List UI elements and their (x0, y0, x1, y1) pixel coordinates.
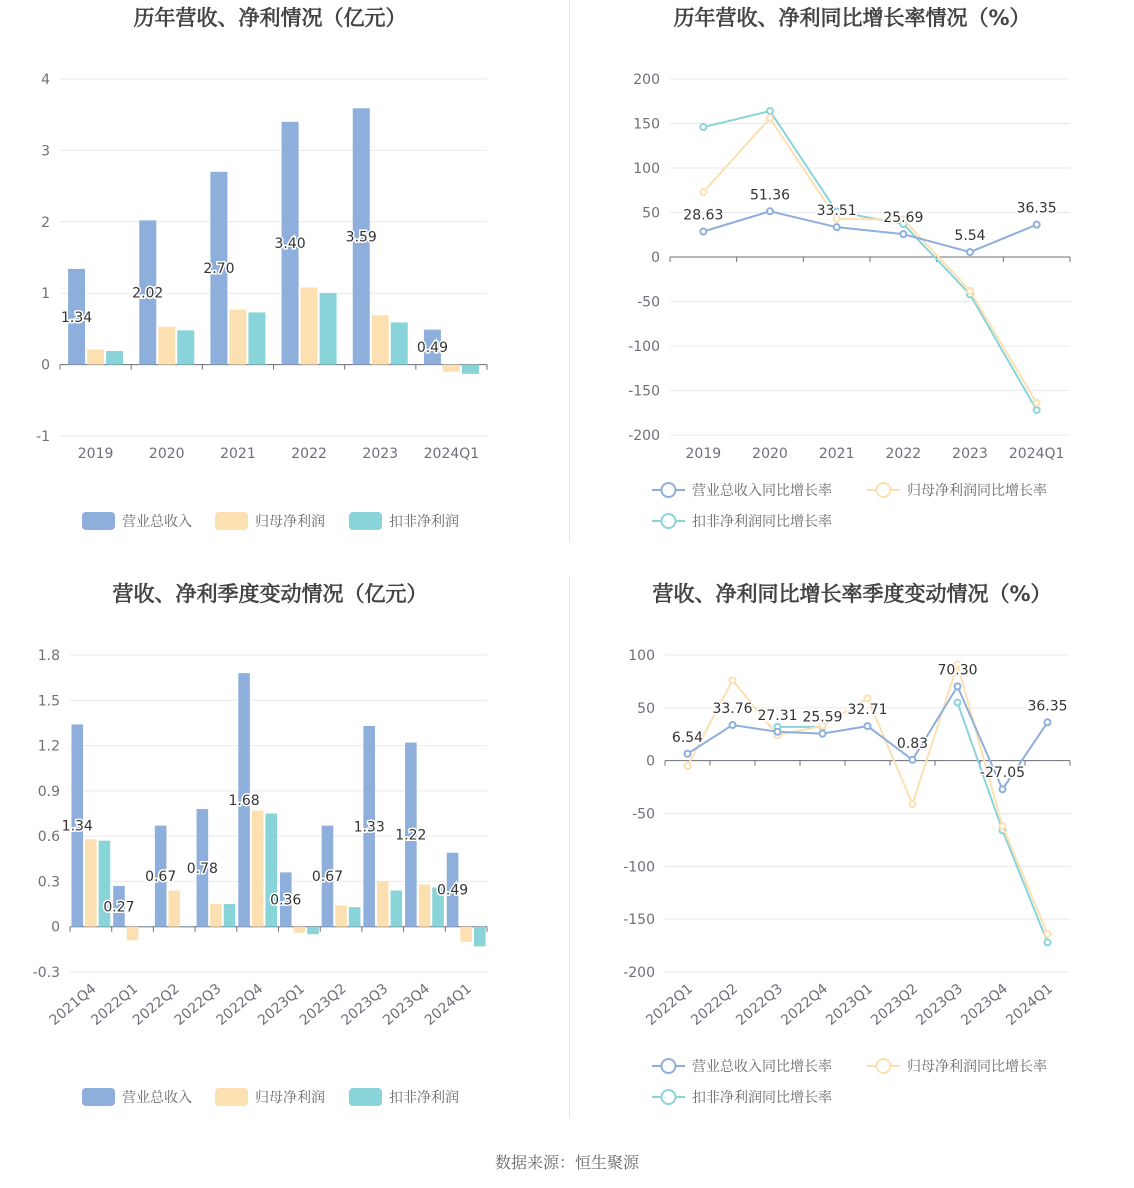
annual-growth-rate-chart (567, 0, 1134, 576)
y-tick-label: -0.3 (32, 965, 60, 981)
bar (443, 365, 460, 372)
data-label: 33.76 (712, 700, 753, 717)
legend-swatch (215, 512, 248, 530)
x-tick-label: 2023 (362, 446, 399, 462)
y-tick-label: 0 (651, 250, 660, 266)
bar (177, 330, 194, 364)
line-point (955, 700, 961, 706)
y-tick-label: -150 (628, 383, 660, 400)
y-tick-label: -200 (628, 428, 660, 444)
data-label: 1.34 (60, 309, 93, 326)
x-tick-label: 2020 (148, 446, 185, 462)
divider-bottom (569, 576, 570, 1118)
y-tick-label: 3 (41, 143, 50, 160)
line-point (1045, 931, 1051, 937)
bar (85, 839, 97, 927)
line-point (700, 229, 706, 235)
x-tick-label: 2023Q1 (255, 980, 308, 1029)
line-point (1045, 719, 1051, 725)
data-source: 数据来源：恒生聚源 (494, 1153, 639, 1172)
line-point (730, 677, 736, 683)
x-tick-label: 2022Q2 (129, 980, 183, 1029)
quarterly-revenue-profit-chart (0, 576, 567, 1152)
x-tick-label: 2020 (752, 446, 788, 462)
y-tick-label: 100 (628, 648, 655, 664)
data-label: 1.22 (395, 827, 427, 844)
x-tick-label: 2022Q4 (213, 980, 267, 1029)
x-tick-label: 2023Q1 (823, 980, 877, 1029)
line-point (900, 231, 906, 237)
legend-label: 归母净利润 (255, 1090, 325, 1106)
x-tick-label: 2023Q2 (296, 980, 350, 1029)
bar (474, 927, 486, 947)
legend-marker (662, 483, 676, 497)
legend-marker (662, 514, 676, 528)
y-tick-label: 1.5 (37, 693, 60, 710)
y-tick-label: 1.8 (37, 648, 60, 664)
y-tick-label: 1 (41, 286, 50, 303)
legend-label: 归母净利润同比增长率 (907, 483, 1047, 499)
legend-label: 扣非净利润 (389, 514, 459, 530)
data-label: 0.49 (436, 882, 469, 899)
data-label: 51.36 (749, 187, 791, 204)
legend-swatch (349, 1088, 382, 1106)
chart-title: 历年营收、净利情况（亿元） (133, 6, 407, 30)
legend-label: 归母净利润同比增长率 (907, 1059, 1047, 1075)
line-point (967, 249, 973, 255)
bar (87, 350, 104, 365)
x-tick-label: 2022 (885, 446, 922, 462)
data-label: 6.54 (671, 729, 704, 746)
line-point (775, 729, 781, 735)
x-tick-label: 2022Q1 (643, 980, 697, 1029)
legend-label: 扣非净利润同比增长率 (692, 514, 832, 530)
legend-swatch (82, 512, 115, 530)
y-tick-label: 0.6 (37, 829, 60, 846)
x-tick-label: 2021 (818, 446, 855, 462)
data-label: 0.78 (186, 860, 218, 877)
line-point (955, 683, 961, 689)
chart-svg-4 (567, 576, 1134, 1152)
y-tick-label: -200 (623, 965, 655, 981)
y-tick-label: -1 (36, 429, 50, 445)
y-tick-label: 1.2 (37, 738, 60, 755)
y-tick-label: -150 (623, 912, 655, 929)
line-point (1000, 786, 1006, 792)
chart-title: 历年营收、净利同比增长率情况（%） (673, 6, 1031, 30)
bar (182, 927, 194, 928)
bar (158, 327, 175, 365)
data-label: 0.36 (270, 892, 302, 909)
x-tick-label: 2021Q4 (46, 980, 100, 1029)
x-tick-label: 2022Q2 (688, 980, 742, 1029)
annual-revenue-profit-chart (0, 0, 567, 576)
bar (265, 814, 277, 927)
line-point (1000, 823, 1006, 829)
chart-svg-2 (567, 0, 1134, 576)
y-tick-label: -50 (632, 806, 655, 823)
bar (106, 351, 123, 365)
data-label: -27.05 (979, 765, 1026, 782)
x-tick-label: 2024Q1 (423, 446, 480, 462)
bar (307, 927, 319, 935)
data-label: 2.70 (203, 261, 235, 278)
bar (140, 927, 152, 928)
line-point (865, 695, 871, 701)
x-tick-label: 2023Q3 (913, 980, 967, 1029)
bar (462, 365, 479, 374)
y-tick-label: 50 (637, 700, 655, 717)
x-tick-label: 2022 (291, 446, 327, 462)
bar (377, 881, 389, 926)
legend-marker (877, 1059, 891, 1073)
bar (335, 906, 347, 927)
x-tick-label: 2021 (220, 446, 256, 462)
bar (391, 890, 403, 926)
y-tick-label: 2 (41, 214, 50, 231)
x-tick-label: 2023 (952, 446, 988, 462)
bar (168, 890, 180, 926)
x-tick-label: 2022Q3 (171, 980, 225, 1029)
y-tick-label: 100 (633, 161, 660, 177)
legend-label: 营业总收入同比增长率 (692, 483, 832, 499)
line-point (685, 763, 691, 769)
y-tick-label: 0 (646, 753, 655, 770)
data-label: 27.31 (757, 707, 798, 724)
data-label: 33.51 (816, 203, 857, 220)
x-tick-label: 2019 (685, 446, 722, 462)
data-label: 0.67 (311, 869, 344, 886)
data-label: 36.35 (1016, 200, 1057, 217)
y-tick-label: 0.3 (37, 874, 60, 891)
y-tick-label: 200 (633, 72, 660, 88)
data-label: 28.63 (683, 207, 724, 224)
y-tick-label: 50 (642, 205, 660, 222)
bar (294, 927, 306, 933)
x-tick-label: 2023Q3 (338, 980, 392, 1029)
chart-title: 营收、净利季度变动情况（亿元） (112, 582, 428, 606)
line-point (967, 288, 973, 294)
line-point (767, 208, 773, 214)
y-tick-label: -100 (623, 859, 655, 876)
data-label: 5.54 (954, 228, 986, 245)
legend-marker (877, 483, 891, 497)
x-tick-label: 2019 (77, 446, 114, 462)
y-tick-label: -100 (628, 339, 660, 355)
bar (252, 810, 264, 926)
line-point (910, 801, 916, 807)
quarterly-growth-rate-chart (567, 576, 1134, 1152)
data-label: 0.49 (416, 340, 449, 357)
legend-label: 归母净利润 (255, 514, 325, 530)
divider-top (569, 0, 570, 542)
data-label: 1.34 (61, 818, 93, 835)
data-label: 2.02 (132, 285, 164, 302)
legend-label: 扣非净利润 (389, 1090, 459, 1106)
data-label: 70.30 (937, 662, 978, 679)
line-point (865, 723, 871, 729)
x-tick-label: 2024Q1 (421, 980, 475, 1029)
legend-marker (662, 1090, 676, 1104)
legend-label: 扣非净利润同比增长率 (692, 1090, 832, 1106)
data-label: 32.71 (847, 702, 888, 719)
line-point (700, 189, 706, 195)
bar (460, 927, 472, 942)
y-tick-label: 0 (51, 919, 60, 936)
bar (224, 904, 236, 927)
chart-svg-3 (0, 576, 567, 1152)
x-tick-label: 2023Q4 (958, 980, 1012, 1029)
x-tick-label: 2022Q4 (778, 980, 832, 1029)
bar (229, 310, 246, 365)
data-label: 25.59 (802, 709, 843, 726)
legend-label: 营业总收入 (122, 514, 192, 530)
legend-swatch (215, 1088, 248, 1106)
chart-svg-1 (0, 0, 567, 576)
data-label: 0.27 (103, 899, 135, 916)
bar (301, 287, 318, 364)
bar (372, 315, 389, 364)
y-tick-label: 0.9 (37, 783, 60, 800)
line-point (834, 224, 840, 230)
legend-swatch (82, 1088, 115, 1106)
x-tick-label: 2022Q3 (733, 980, 787, 1029)
bar (210, 904, 222, 927)
y-tick-label: -50 (637, 294, 660, 311)
data-label: 1.68 (228, 792, 260, 809)
data-label: 3.40 (274, 236, 306, 253)
line-point (700, 124, 706, 130)
bar (320, 293, 337, 364)
line-point (910, 757, 916, 763)
bar (349, 907, 361, 927)
chart-title: 营收、净利同比增长率季度变动情况（%） (652, 582, 1052, 606)
bar (127, 927, 139, 941)
line-point (730, 722, 736, 728)
x-tick-label: 2024Q1 (1008, 446, 1065, 462)
data-label: 3.59 (345, 229, 377, 246)
legend-label: 营业总收入 (122, 1090, 192, 1106)
data-label: 25.69 (883, 210, 924, 227)
data-label: 1.33 (353, 819, 385, 836)
line-point (1034, 222, 1040, 228)
x-tick-label: 2023Q2 (868, 980, 922, 1029)
y-tick-label: 0 (41, 357, 50, 374)
line-point (1045, 939, 1051, 945)
line-point (1034, 407, 1040, 413)
bar (419, 884, 431, 926)
line-point (767, 115, 773, 121)
line-point (820, 731, 826, 737)
line-point (767, 108, 773, 114)
line-point (685, 751, 691, 757)
data-label: 36.35 (1027, 698, 1068, 715)
data-label: 0.83 (896, 735, 929, 752)
line-point (1034, 400, 1040, 406)
x-tick-label: 2023Q4 (380, 980, 434, 1029)
legend-swatch (349, 512, 382, 530)
data-label: 0.67 (145, 869, 177, 886)
y-tick-label: 150 (633, 116, 660, 133)
legend-label: 营业总收入同比增长率 (692, 1059, 832, 1075)
x-tick-label: 2022Q1 (88, 980, 142, 1029)
legend-marker (662, 1059, 676, 1073)
bar (391, 322, 408, 364)
x-tick-label: 2024Q1 (1003, 980, 1057, 1029)
bar (248, 312, 265, 364)
y-tick-label: 4 (41, 72, 50, 88)
